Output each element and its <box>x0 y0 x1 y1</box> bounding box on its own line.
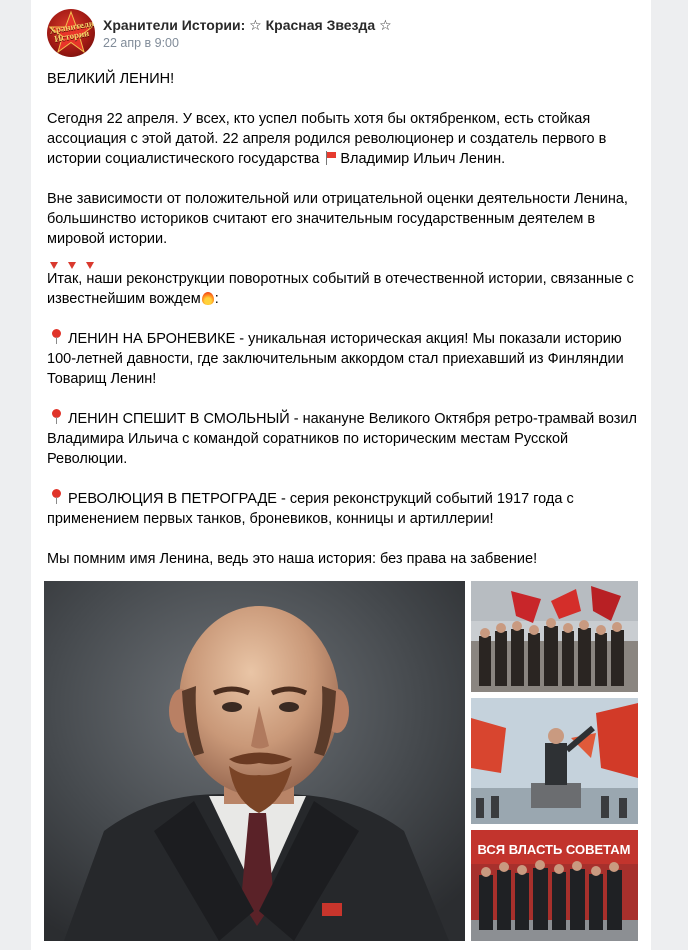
avatar-logo-text: Хранители Истории <box>48 17 95 44</box>
post-text <box>47 69 639 569</box>
fire-icon <box>201 290 215 306</box>
portrait-photo[interactable] <box>44 581 465 941</box>
paragraph-3-text: Итак, наши реконструкции поворотных событий в отечественной истории, связанные с известнейшим вождем <box>47 271 634 307</box>
closing-line: Мы помним имя Ленина, ведь это наша история: без права на забвение! <box>47 551 538 567</box>
list-item <box>47 489 639 529</box>
banner-photo[interactable] <box>471 830 638 941</box>
list-item <box>47 329 639 389</box>
list-item-text: РЕВОЛЮЦИЯ В ПЕТРОГРАДЕ - серия реконструкций событий 1917 года с применением первых танков, броневиков, конницы и артиллерии! <box>47 491 574 527</box>
banner-text: ВСЯ ВЛАСТЬ СОВЕТАМ <box>477 842 631 857</box>
paragraph-1-end: Владимир Ильич Ленин. <box>340 151 506 167</box>
author-name[interactable]: Хранители Истории: ☆ Красная Звезда ☆ <box>103 17 392 33</box>
paragraph-3-end: : <box>214 291 219 307</box>
list-item <box>47 409 639 469</box>
triangles-row <box>47 249 639 269</box>
crowd-photo[interactable] <box>471 581 638 692</box>
list-item-text: ЛЕНИН СПЕШИТ В СМОЛЬНЫЙ - накануне Великого Октября ретро-трамвай возил Владимира Ильича с командой соратников по историческим местам Русской Революции. <box>47 411 637 467</box>
paragraph-2: Вне зависимости от положительной или отрицательной оценки деятельности Ленина, большинство историков считают его значительным государственным деятелем в мировой истории. <box>47 191 628 247</box>
pushpin-icon <box>50 329 64 345</box>
portrait-photo-icon <box>44 581 465 941</box>
red-triangle-icon <box>68 262 76 269</box>
pushpin-icon <box>50 409 64 425</box>
banner-photo-icon <box>471 830 638 941</box>
paragraph-1-text: Сегодня 22 апреля. У всех, кто успел побыть хотя бы октябренком, есть стойкая ассоциация с этой датой. 22 апреля родился революционер и создатель первого в истории социалистического государства <box>47 111 607 167</box>
list-item-text: ЛЕНИН НА БРОНЕВИКЕ - уникальная историческая акция! Мы показали историю 100-летней давности, где заключительным аккордом стал приехавший из Финляндии Товарищ Ленин! <box>47 331 624 387</box>
red-triangle-icon <box>50 262 58 269</box>
post-header <box>47 9 637 57</box>
paragraph-1 <box>47 109 639 169</box>
post-date[interactable]: 22 апр в 9:00 <box>103 36 179 50</box>
group-avatar[interactable] <box>47 9 95 57</box>
pushpin-icon <box>50 489 64 505</box>
paragraph-3 <box>47 269 639 309</box>
crowd-photo-icon <box>471 581 638 692</box>
post-card <box>31 0 651 950</box>
red-flag-icon <box>325 151 337 165</box>
poster-photo[interactable] <box>471 698 638 824</box>
poster-photo-icon <box>471 698 638 824</box>
red-triangle-icon <box>86 262 94 269</box>
post-title: ВЕЛИКИЙ ЛЕНИН! <box>47 71 175 87</box>
